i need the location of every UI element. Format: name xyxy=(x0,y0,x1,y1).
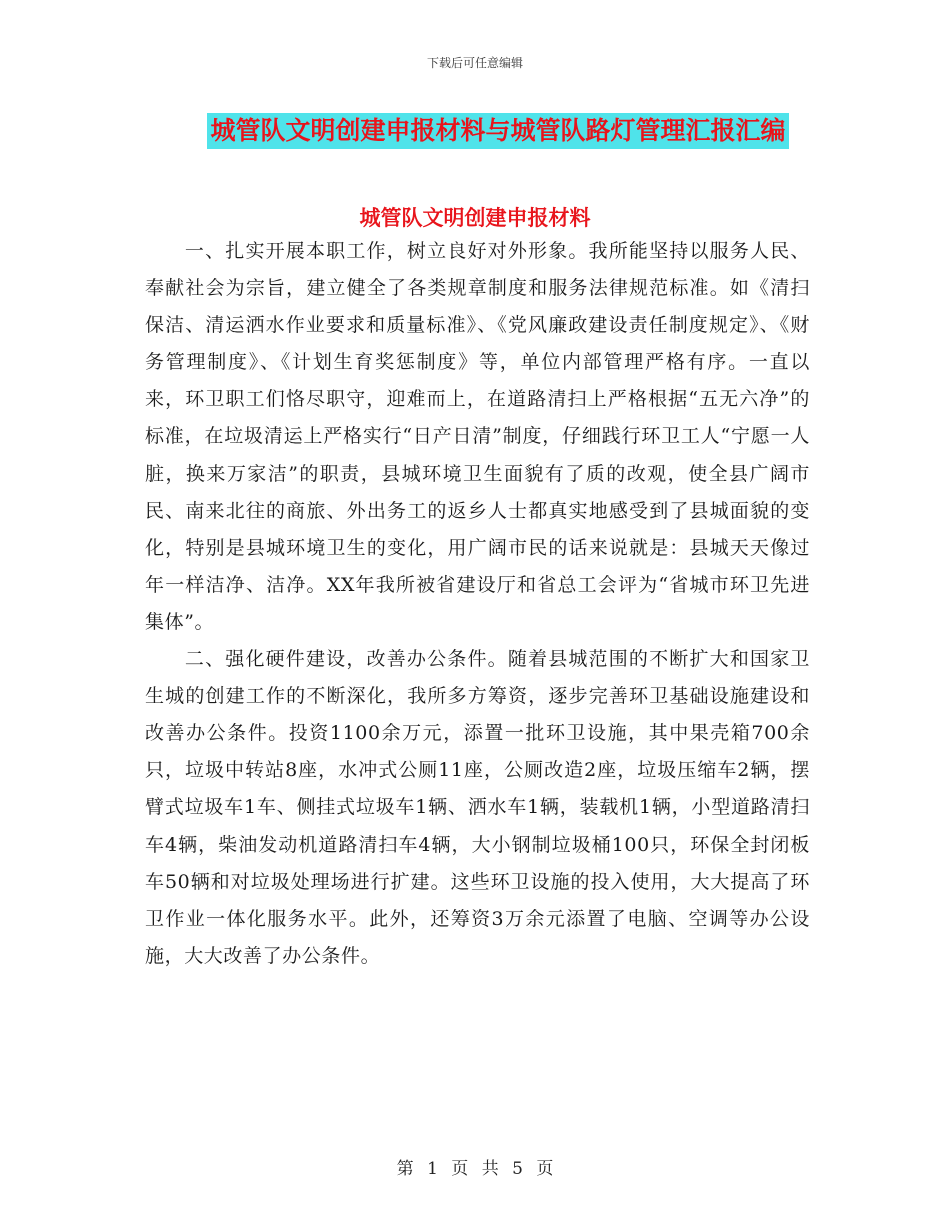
page-footer xyxy=(0,1154,950,1179)
document-title: 城管队文明创建申报材料与城管队路灯管理汇报汇编 xyxy=(207,113,788,149)
header-note: 下载后可任意编辑 xyxy=(426,56,523,70)
footer-page-current: 1 xyxy=(427,1159,438,1179)
section-title: 城管队文明创建申报材料 xyxy=(359,205,591,230)
footer-label-gong: 共 xyxy=(481,1159,499,1179)
footer-page-total: 5 xyxy=(512,1159,523,1179)
footer-label-ye: 页 xyxy=(451,1159,469,1179)
footer-label-di: 第 xyxy=(396,1159,414,1179)
paragraph-2: 二、强化硬件建设，改善办公条件。随着县城范围的不断扩大和国家卫生城的创建工作的不断深化，我所多方筹资，逐步完善环卫基础设施建设和改善办公条件。投资1100余万元，添置一批环卫设施，其中果壳箱700余只，垃圾中转站8座，水冲式公厕11座，公厕改造2座，垃圾压缩车2辆，摆臂式垃圾车1车、侧挂式垃圾车1辆、洒水车1辆，装载机1辆，小型道路清扫车4辆，柴油发动机道路清扫车4辆，大小钢制垃圾桶100只，环保全封闭板车50辆和对垃圾处理场进行扩建。这些环卫设施的投入使用，大大提高了环卫作业一体化服务水平。此外，还筹资3万余元添置了电脑、空调等办公设施，大大改善了办公条件。 xyxy=(145,648,810,967)
document-title-wrapper xyxy=(0,113,950,149)
document-body xyxy=(145,233,810,975)
footer-label-ye2: 页 xyxy=(536,1159,554,1179)
paragraph-1: 一、扎实开展本职工作，树立良好对外形象。我所能坚持以服务人民、奉献社会为宗旨，建立健全了各类规章制度和服务法律规范标准。如《清扫保洁、清运洒水作业要求和质量标准》、《党风廉政建设责任制度规定》、《财务管理制度》、《计划生育奖惩制度》等，单位内部管理严格有序。一直以来，环卫职工们恪尽职守，迎难而上，在道路清扫上严格根据“五无六净”的标准，在垃圾清运上严格实行“日产日清”制度，仔细践行环卫工人“宁愿一人脏，换来万家洁”的职责，县城环境卫生面貌有了质的改观，使全县广阔市民、南来北往的商旅、外出务工的返乡人士都真实地感受到了县城面貌的变化，特别是县城环境卫生的变化，用广阔市民的话来说就是：县城天天像过年一样洁净、洁净。XX年我所被省建设厅和省总工会评为“省城市环卫先进集体”。 xyxy=(145,240,810,633)
